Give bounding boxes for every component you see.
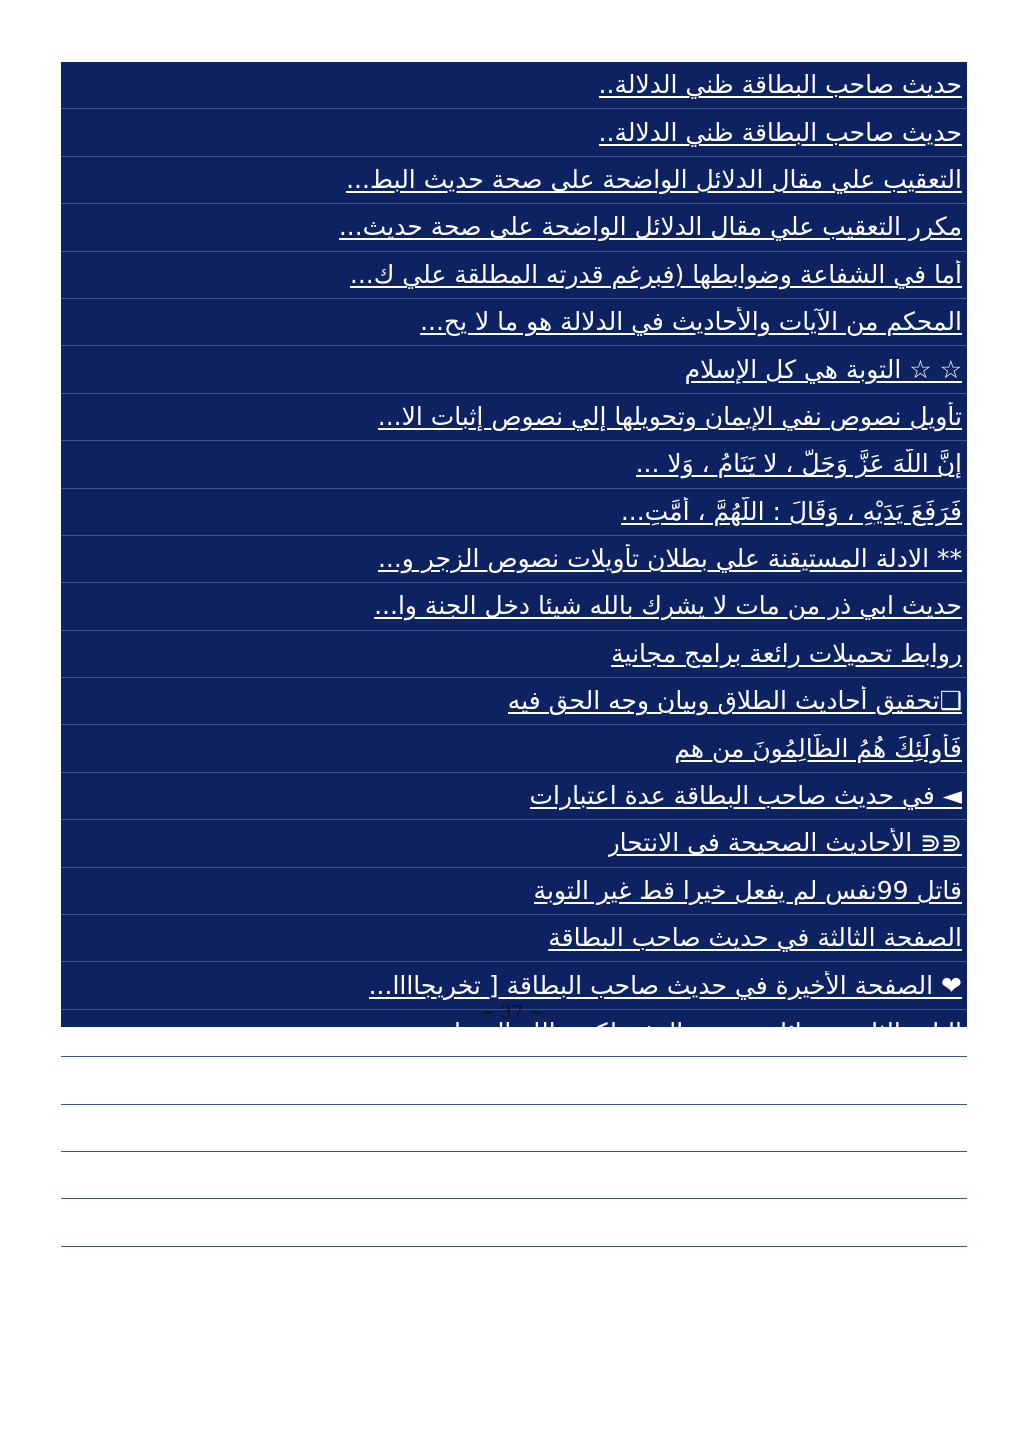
list-item	[61, 583, 967, 630]
list-item	[61, 1105, 967, 1152]
list-item	[61, 394, 967, 441]
article-link[interactable]: الباب الثاني وسائل تحريف البشر لكتب الله المنزلة ع...	[393, 1018, 962, 1047]
list-item	[61, 1247, 967, 1294]
article-link[interactable]: روابط تحميلات رائعة برامج مجانية	[611, 638, 962, 668]
article-link[interactable]: فَأُولَئِكَ هُمُ الظَّالِمُونَ من هم	[674, 733, 962, 763]
article-link[interactable]: قاتل 99نفس لم يفعل خيرا قط غير التوبة	[533, 875, 962, 905]
article-link[interactable]: إِنَّ اللَّهَ عَزَّ وَجَلَّ ، لا يَنَامُ ، وَلا ...	[635, 449, 962, 479]
article-link[interactable]: حديث صاحب البطاقة ظني الدلالة..	[598, 70, 962, 100]
list-item	[61, 62, 967, 109]
list-item	[61, 157, 967, 204]
article-link[interactable]: ** الادلة المستيقنة علي بطلان تأويلات نصوص الزجر و...	[377, 544, 962, 574]
article-link[interactable]: ❑تحقيق أحاديث الطلاق وبيان وجه الحق فيه	[507, 686, 962, 716]
list-item	[61, 820, 967, 867]
list-item	[61, 109, 967, 156]
list-item	[61, 204, 967, 251]
article-link[interactable]: حديث صاحب البطاقة ظني الدلالة..	[598, 117, 962, 147]
list-item	[61, 441, 967, 488]
article-link[interactable]: المحكم من الآيات والأحاديث في الدلالة هو ما لا يح...	[420, 307, 962, 337]
article-link[interactable]: التعقيب علي مقال الدلائل الواضحة على صحة حديث البط...	[346, 164, 962, 194]
article-link[interactable]: نظام الطلاق في الإسلام الطلاق هو للعدة كما أمر الل...	[390, 1112, 962, 1142]
list-item	[61, 1057, 967, 1104]
article-link[interactable]: ◄ في حديث صاحب البطاقة عدة اعتبارات	[529, 781, 962, 811]
list-item	[61, 725, 967, 772]
list-item	[61, 631, 967, 678]
article-link[interactable]: الصفحة الثالثة في حديث صاحب البطاقة	[548, 923, 962, 953]
list-item	[61, 489, 967, 536]
list-item	[61, 868, 967, 915]
list-item	[61, 252, 967, 299]
list-item	[61, 773, 967, 820]
list-item	[61, 915, 967, 962]
article-link[interactable]: ☆ ☆ التوبة هي كل الإسلام	[684, 354, 962, 384]
article-link[interactable]: الباب الأول: لماذا امتنع التأويل في نصوص الزجر وسا...	[394, 1065, 962, 1095]
list-item	[61, 1199, 967, 1246]
article-link[interactable]: فَرَفَعَ يَدَيْهِ ، وَقَالَ : اللَّهُمَّ ، أُمَّتِ...	[620, 496, 962, 526]
article-link[interactable]: أما في الشفاعة وضوابطها (فبرغم قدرته المطلقة علي ك...	[349, 259, 962, 289]
list-item	[61, 536, 967, 583]
list-item	[61, 1152, 967, 1199]
article-link[interactable]: 31❑تحقيق أحاديث الطلاق وبيان وجه الحق فيه	[475, 1160, 962, 1190]
article-link[interactable]: ⋐⋐ الأحاديث الصحيحة فى الانتحار	[607, 828, 962, 858]
article-link[interactable]: مكرر التعقيب علي مقال الدلائل الواضحة على صحة حديث...	[338, 212, 962, 242]
page-number: ~ 37 ~	[479, 1002, 545, 1023]
article-link[interactable]: حديث ابي ذر من مات لا يشرك بالله شيئا دخل الجنة وا...	[374, 591, 962, 621]
links-panel	[61, 62, 967, 1285]
list-item	[61, 299, 967, 346]
list-item	[61, 346, 967, 393]
article-link[interactable]: ▢| ■ الَّذِينَ آمَنُوا وَلَمْ يَلْبِسُوا إِيمَانَهم بظلم	[524, 1255, 962, 1285]
article-link[interactable]: ▩ تعريف معني شيئ في كتاب الله ومعجم لسان العرب	[388, 1207, 962, 1237]
article-link[interactable]: ❤ الصفحة الأخيرة في حديث صاحب البطاقة [ تخريجاااا...	[368, 970, 962, 1000]
article-link[interactable]: تأويل نصوص نفي الإيمان وتحويلها إلي نصوص إثبات الا...	[377, 401, 962, 431]
list-item	[61, 678, 967, 725]
